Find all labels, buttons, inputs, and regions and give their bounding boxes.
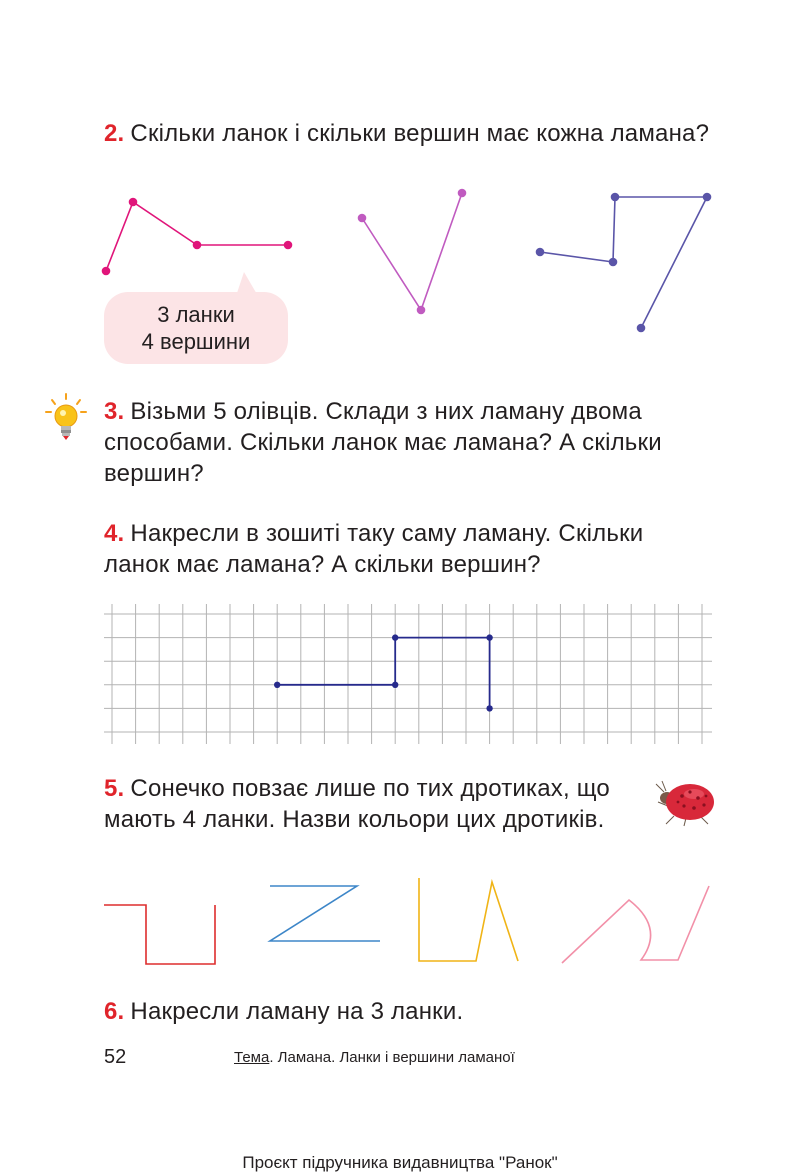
- publisher-note: Проєкт підручника видавництва "Ранок": [242, 1153, 558, 1172]
- grid-figure: [104, 604, 712, 744]
- task-text: Накресли в зошиті таку саму ламану. Скільки ланок має ламана? А скільки вершин?: [104, 520, 644, 578]
- hint-line-links: 3 ланки: [157, 302, 235, 327]
- lightbulb-icon: [44, 392, 88, 444]
- ladybug-icon: [654, 778, 720, 830]
- polyline-violet: [537, 194, 711, 332]
- task-number: 6.: [104, 998, 125, 1025]
- task-number: 2.: [104, 120, 125, 147]
- polyline-magenta: [103, 199, 292, 275]
- task-text: Візьми 5 олівців. Склади з них ламану двома способами. Скільки ланок має ламана? А скільки вершин?: [104, 398, 662, 487]
- task-text-line-1: Сонечко повзає лише по тих дротиках, що: [130, 775, 610, 802]
- wire-yellow: [419, 878, 518, 961]
- task-number: 5.: [104, 775, 125, 802]
- grid-polyline-vertex: [486, 634, 492, 640]
- task-5: [104, 773, 712, 835]
- task-text: Накресли ламану на 3 ланки.: [130, 998, 464, 1025]
- grid-polyline-vertex: [486, 705, 492, 711]
- grid-polyline-vertex: [392, 634, 398, 640]
- page-number: 52: [104, 1046, 127, 1068]
- wire-red: [104, 905, 215, 964]
- hint-line-vertices: 4 вершини: [141, 329, 251, 354]
- wires-figure: [0, 870, 800, 980]
- grid-polyline-vertex: [274, 682, 280, 688]
- task-text-line-2: мають 4 ланки. Назви кольори цих дротиків.: [104, 806, 605, 833]
- task-6: [104, 996, 712, 1027]
- task-text: Скільки ланок і скільки вершин має кожна ламана?: [130, 120, 710, 147]
- task-3: [104, 396, 712, 489]
- task-4: [104, 518, 712, 580]
- task-number: 3.: [104, 398, 125, 425]
- hint-bubble: [104, 292, 288, 364]
- wire-blue: [270, 886, 380, 941]
- grid-polyline-vertex: [392, 682, 398, 688]
- task-number: 4.: [104, 520, 125, 547]
- topic-label: Тема: [234, 1049, 270, 1066]
- topic-text: . Ламана. Ланки і вершини ламаної: [269, 1049, 515, 1066]
- footer-topic: [234, 1049, 515, 1066]
- wire-pink: [562, 886, 709, 963]
- grid-polyline: [277, 638, 489, 709]
- polyline-orchid: [359, 190, 466, 314]
